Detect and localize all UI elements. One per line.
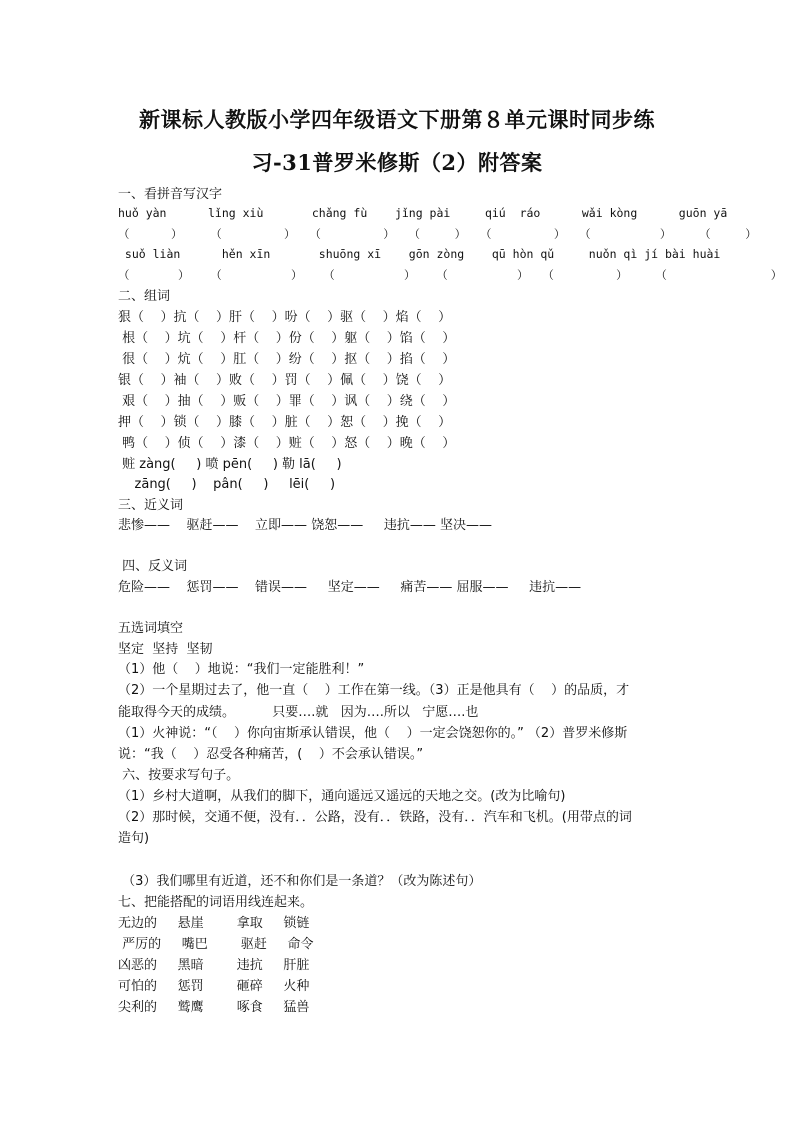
worksheet-line: 鸭（ ）侦（ ）漆（ ）赃（ ）怒（ ）晚（ ） (118, 436, 456, 451)
worksheet-line: 狠（ ）抗（ ）肝（ ）吩（ ）驱（ ）焰（ ） (118, 310, 452, 325)
worksheet-line: 危险—— 惩罚—— 错误—— 坚定—— 痛苦—— 屈服—— 违抗—— (118, 580, 582, 595)
worksheet-line: （ ） （ ） （ ） （ ） （ ） （ ） (118, 268, 783, 282)
worksheet-line: 赃 zàng( ) 喷 pēn( ) 勒 lā( ) (118, 457, 342, 472)
worksheet-line: （2）那时候，交通不便，没有．．公路，没有．．铁路，没有．．汽车和飞机。(用带点的词 (118, 810, 632, 825)
worksheet-line: 造句) (118, 831, 150, 846)
worksheet-line: 押（ ）锁（ ）膝（ ）脏（ ）恕（ ）挽（ ） (118, 415, 452, 430)
worksheet-line: （1）他（ ）地说：“我们一定能胜利！” (118, 662, 365, 677)
worksheet-line: 三、近义词 (118, 498, 184, 513)
worksheet-line: huǒ yàn lǐng xiù chǎng fù jǐng pài qiú ráo wǎi kòng guōn yā (118, 206, 728, 220)
worksheet-line: （ ） （ ） （ ） （ ） （ ） （ ） （ ） (118, 227, 757, 241)
worksheet-line: zāng( ) pân( ) lēi( ) (118, 477, 336, 492)
worksheet-line: 能取得今天的成绩。 只要….就 因为….所以 宁愿….也 (118, 705, 479, 720)
worksheet-line: 六、按要求写句子。 (118, 768, 240, 783)
page-title-line-1: 新课标人教版小学四年级语文下册第８单元课时同步练 (139, 107, 655, 132)
worksheet-line: 可怕的 惩罚 砸碎 火种 (118, 979, 310, 994)
worksheet-line: （2）一个星期过去了，他一直（ ）工作在第一线。（3）正是他具有（ ）的品质，才 (118, 683, 630, 698)
worksheet-line: 银（ ）袖（ ）败（ ）罚（ ）佩（ ）饶（ ） (118, 373, 452, 388)
worksheet-line: 无边的 悬崖 拿取 锁链 (118, 916, 310, 931)
worksheet-line: 悲惨—— 驱赶—— 立即—— 饶恕—— 违抗—— 坚决—— (118, 518, 492, 533)
worksheet-line: （1）乡村大道啊，从我们的脚下，通向遥远又遥远的天地之交。(改为比喻句) (118, 789, 566, 804)
worksheet-line: 艰（ ）抽（ ）贩（ ）罪（ ）讽（ ）绕（ ） (118, 394, 456, 409)
worksheet-line: 说：“我（ ）忍受各种痛苦，( ）不会承认错误。” (118, 747, 424, 762)
page-title-line-2: 习-31普罗米修斯（2）附答案 (251, 150, 543, 175)
worksheet-line: （1）火神说：“（ ）你向宙斯承认错误，他（ ）一定会饶恕你的。” （2）普罗米修斯 (118, 726, 628, 741)
worksheet-line: 尖利的 鹫鹰 啄食 猛兽 (118, 1000, 310, 1015)
worksheet-line: 坚定 坚持 坚韧 (118, 642, 213, 657)
worksheet-line: 五选词填空 (118, 621, 184, 636)
worksheet-line: 根（ ）坑（ ）杆（ ）份（ ）躯（ ）馅（ ） (118, 331, 456, 346)
worksheet-line: 一、看拼音写汉字 (118, 187, 223, 202)
worksheet-line: suǒ liàn hěn xīn shuōng xī gōn zòng qū hòn qǔ nuǒn qì jí bài huài (118, 247, 721, 261)
worksheet-line: （3）我们哪里有近道，还不和你们是一条道？（改为陈述句） (118, 874, 482, 889)
worksheet-line: 严厉的 嘴巴 驱赶 命令 (118, 937, 314, 952)
worksheet-line: 七、把能搭配的词语用线连起来。 (118, 895, 314, 910)
worksheet-line: 四、反义词 (118, 559, 188, 574)
worksheet-line: 很（ ）炕（ ）肛（ ）纷（ ）抠（ ）掐（ ） (118, 352, 456, 367)
worksheet-line: 凶恶的 黑暗 违抗 肝脏 (118, 958, 310, 973)
worksheet-line: 二、组词 (118, 289, 171, 304)
